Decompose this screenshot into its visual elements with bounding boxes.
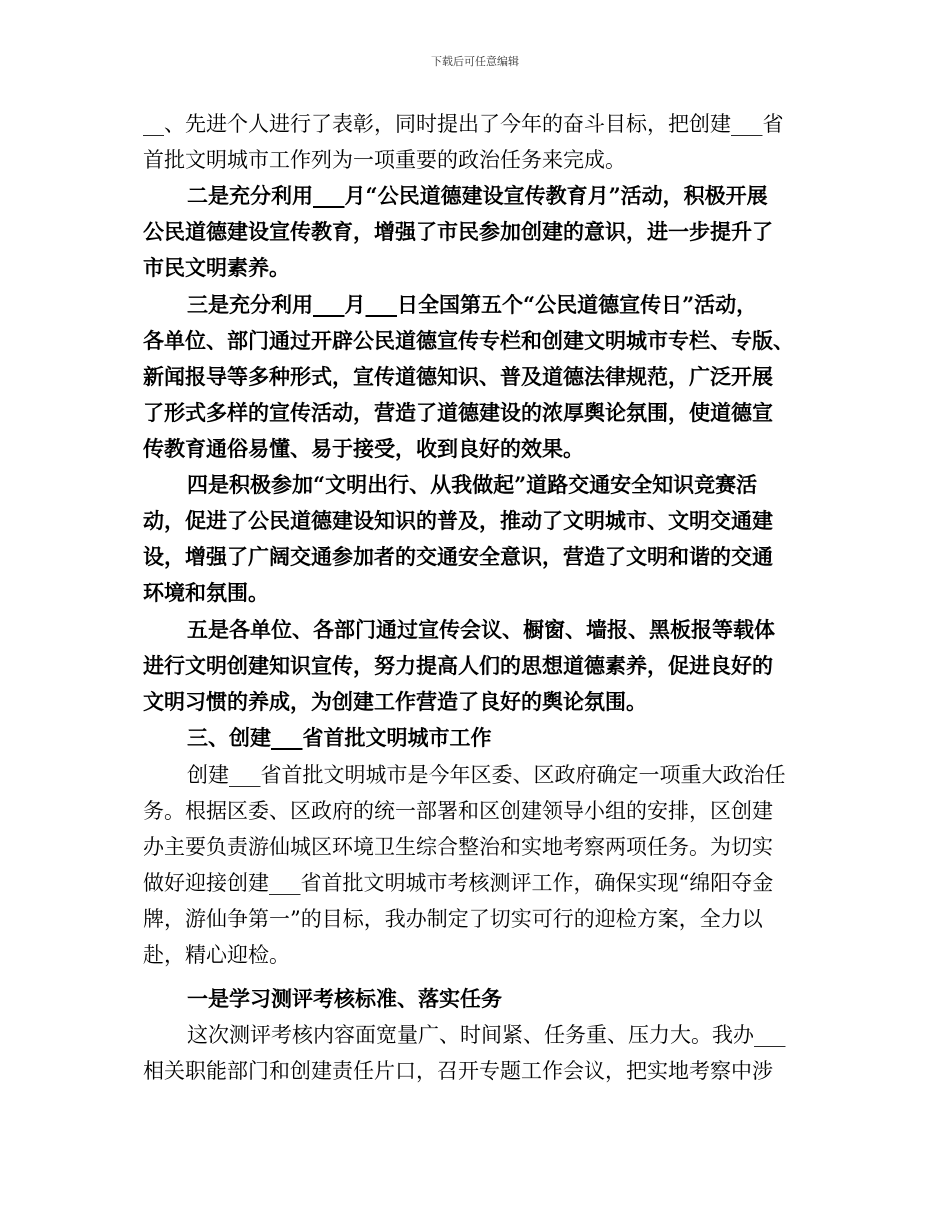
text-line: __、先进个人进行了表彰，同时提出了今年的奋斗目标，把创建___省: [143, 112, 784, 136]
text-line: 相关职能部门和创建责任片口，召开专题工作会议，把实地考察中涉: [143, 1059, 773, 1083]
text-line: 三、创建___省首批文明城市工作: [187, 725, 492, 750]
text-line: 四是积极参加“文明出行、从我做起”道路交通安全知识竞赛活: [187, 472, 758, 497]
text-line: 设，增强了广阔交通参加者的交通安全意识，营造了文明和谐的交通: [143, 544, 773, 569]
text-line: 创建___省首批文明城市是今年区委、区政府确定一项重大政治任: [187, 763, 786, 787]
text-line: 三是充分利用___月___日全国第五个“公民道德宣传日”活动，: [187, 292, 758, 317]
text-line: 办主要负责游仙城区环境卫生综合整治和实地考察两项任务。为切实: [143, 835, 773, 859]
text-line: 进行文明创建知识宣传，努力提高人们的思想道德素养，促进良好的: [143, 653, 773, 678]
text-line: 这次测评考核内容面宽量广、时间紧、任务重、压力大。我办___: [187, 1023, 786, 1047]
text-line: 动，促进了公民道德建设知识的普及，推动了文明城市、文明交通建: [143, 508, 773, 533]
text-line: 牌，游仙争第一”的目标，我办制定了切实可行的迎检方案，全力以: [143, 907, 763, 931]
text-line: 新闻报导等多种形式，宣传道德知识、普及道德法律规范，广泛开展: [143, 364, 773, 389]
text-line: 二是充分利用___月“公民道德建设宣传教育月”活动，积极开展: [187, 183, 768, 208]
text-line: 各单位、部门通过开辟公民道德宣传专栏和创建文明城市专栏、专版、: [143, 328, 794, 353]
text-line: 务。根据区委、区政府的统一部署和区创建领导小组的安排，区创建: [143, 799, 773, 823]
text-line: 首批文明城市工作列为一项重要的政治任务来完成。: [143, 148, 626, 172]
text-line: 环境和氛围。: [143, 580, 269, 605]
text-line: 公民道德建设宣传教育，增强了市民参加创建的意识，进一步提升了: [143, 219, 773, 244]
page-header: 下载后可任意编辑: [431, 55, 519, 68]
text-line: 做好迎接创建___省首批文明城市考核测评工作，确保实现“绵阳夺金: [143, 871, 774, 895]
text-line: 市民文明素养。: [143, 255, 290, 280]
text-line: 文明习惯的养成，为创建工作营造了良好的舆论氛围。: [143, 689, 647, 714]
text-line: 一是学习测评考核标准、落实任务: [187, 986, 502, 1011]
text-line: 传教育通俗易懂、易于接受，收到良好的效果。: [143, 436, 584, 461]
text-line: 五是各单位、各部门通过宣传会议、橱窗、墙报、黑板报等载体: [187, 617, 775, 642]
text-line: 了形式多样的宣传活动，营造了道德建设的浓厚舆论氛围，使道德宣: [143, 400, 773, 425]
text-line: 赴，精心迎检。: [143, 943, 290, 967]
